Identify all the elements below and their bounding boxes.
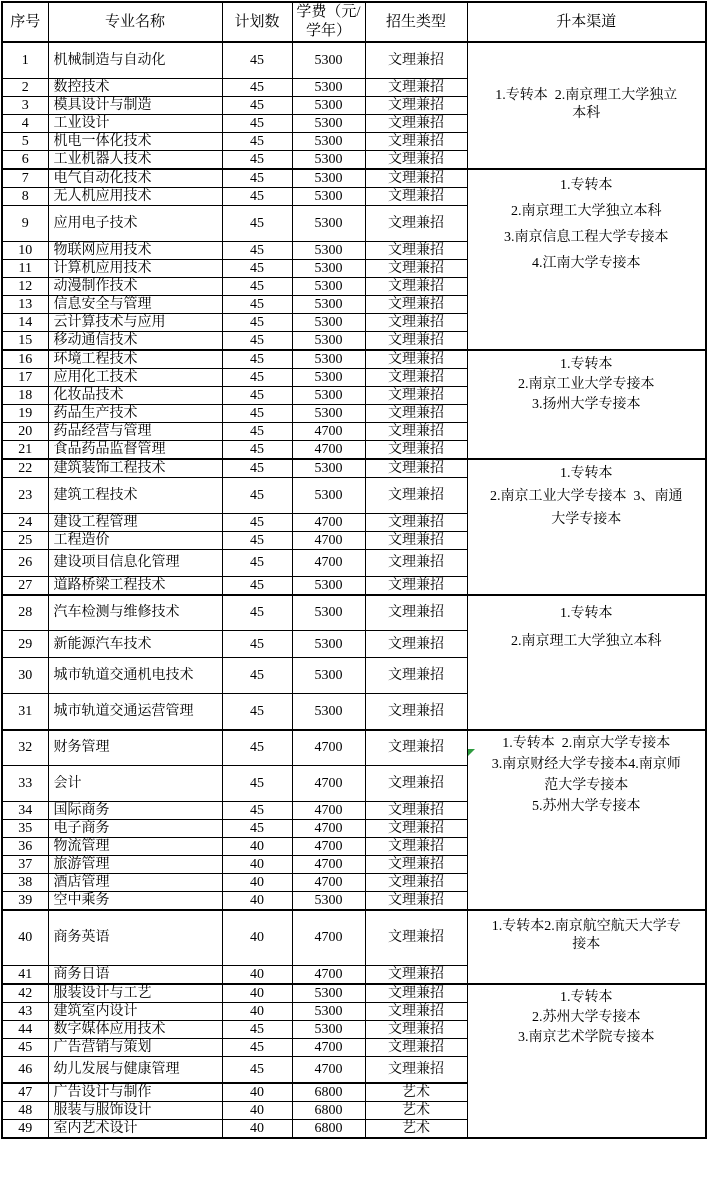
plan-cell: 45 xyxy=(222,440,292,459)
fee-cell: 5300 xyxy=(292,368,365,386)
plan-cell: 40 xyxy=(222,1002,292,1020)
plan-cell: 45 xyxy=(222,422,292,440)
index-cell: 21 xyxy=(2,440,48,459)
fee-cell: 5300 xyxy=(292,277,365,295)
major-cell: 物联网应用技术 xyxy=(48,241,222,259)
channel-line: 3.南京艺术学院专接本 xyxy=(518,1029,655,1045)
fee-cell: 4700 xyxy=(292,965,365,984)
index-cell: 44 xyxy=(2,1020,48,1038)
plan-cell: 45 xyxy=(222,820,292,838)
major-cell: 旅游管理 xyxy=(48,856,222,874)
plan-cell: 45 xyxy=(222,368,292,386)
major-cell: 建筑工程技术 xyxy=(48,477,222,513)
type-cell: 文理兼招 xyxy=(365,404,467,422)
fee-cell: 5300 xyxy=(292,78,365,96)
major-cell: 会计 xyxy=(48,766,222,802)
major-cell: 建筑装饰工程技术 xyxy=(48,459,222,478)
fee-cell: 5300 xyxy=(292,404,365,422)
index-cell: 24 xyxy=(2,513,48,531)
plan-cell: 45 xyxy=(222,459,292,478)
fee-cell: 5300 xyxy=(292,576,365,595)
type-cell: 文理兼招 xyxy=(365,477,467,513)
type-cell: 文理兼招 xyxy=(365,694,467,730)
channel-line: 1.专转本 xyxy=(560,356,613,372)
index-cell: 46 xyxy=(2,1056,48,1083)
index-cell: 26 xyxy=(2,549,48,576)
channel-line: 3.南京信息工程大学专接本 xyxy=(504,229,669,245)
plan-cell: 40 xyxy=(222,1102,292,1120)
table-row xyxy=(2,595,706,631)
table-row xyxy=(2,910,706,965)
plan-cell: 45 xyxy=(222,350,292,369)
index-cell: 18 xyxy=(2,386,48,404)
major-cell: 无人机应用技术 xyxy=(48,187,222,205)
type-cell: 文理兼招 xyxy=(365,874,467,892)
type-cell: 文理兼招 xyxy=(365,802,467,820)
fee-cell: 4700 xyxy=(292,910,365,965)
plan-cell: 45 xyxy=(222,169,292,188)
type-cell: 文理兼招 xyxy=(365,1038,467,1056)
plan-cell: 45 xyxy=(222,631,292,658)
fee-cell: 4700 xyxy=(292,766,365,802)
type-cell: 文理兼招 xyxy=(365,856,467,874)
plan-cell: 45 xyxy=(222,1038,292,1056)
fee-cell: 5300 xyxy=(292,459,365,478)
type-cell: 文理兼招 xyxy=(365,78,467,96)
channel-line: 2.南京理工大学独立本科 xyxy=(511,633,662,649)
fee-cell: 5300 xyxy=(292,892,365,911)
type-cell: 文理兼招 xyxy=(365,513,467,531)
cell-error-indicator-icon xyxy=(468,749,475,756)
channel-line: 4.江南大学专接本 xyxy=(532,255,641,271)
table-row xyxy=(2,730,706,766)
major-cell: 酒店管理 xyxy=(48,874,222,892)
channel-cell xyxy=(467,42,706,169)
col-header-channel: 升本渠道 xyxy=(467,2,706,42)
type-cell: 文理兼招 xyxy=(365,169,467,188)
col-header-index: 序号 xyxy=(2,2,48,42)
channel-cell xyxy=(467,459,706,595)
fee-cell: 5300 xyxy=(292,150,365,169)
major-cell: 工业机器人技术 xyxy=(48,150,222,169)
plan-cell: 45 xyxy=(222,42,292,78)
type-cell: 文理兼招 xyxy=(365,368,467,386)
major-cell: 工程造价 xyxy=(48,531,222,549)
index-cell: 7 xyxy=(2,169,48,188)
plan-cell: 40 xyxy=(222,910,292,965)
fee-cell: 4700 xyxy=(292,820,365,838)
channel-cell xyxy=(467,730,706,911)
channel-line: 1.专转本 xyxy=(560,465,613,481)
channel-line: 1.专转本 xyxy=(560,989,613,1005)
index-cell: 19 xyxy=(2,404,48,422)
index-cell: 17 xyxy=(2,368,48,386)
channel-line: 接本 xyxy=(572,937,601,952)
major-cell: 汽车检测与维修技术 xyxy=(48,595,222,631)
index-cell: 30 xyxy=(2,658,48,694)
index-cell: 9 xyxy=(2,205,48,241)
plan-cell: 40 xyxy=(222,1083,292,1102)
type-cell: 文理兼招 xyxy=(365,910,467,965)
type-cell: 文理兼招 xyxy=(365,766,467,802)
channel-line: 3.扬州大学专接本 xyxy=(532,396,641,412)
fee-cell: 4700 xyxy=(292,838,365,856)
index-cell: 11 xyxy=(2,259,48,277)
type-cell: 文理兼招 xyxy=(365,631,467,658)
plan-cell: 40 xyxy=(222,984,292,1003)
fee-cell: 4700 xyxy=(292,513,365,531)
fee-cell: 5300 xyxy=(292,169,365,188)
channel-cell xyxy=(467,984,706,1139)
plan-cell: 40 xyxy=(222,838,292,856)
major-cell: 数控技术 xyxy=(48,78,222,96)
plan-cell: 45 xyxy=(222,766,292,802)
type-cell: 文理兼招 xyxy=(365,132,467,150)
major-cell: 物流管理 xyxy=(48,838,222,856)
channel-cell xyxy=(467,169,706,350)
channel-line: 范大学专接本 xyxy=(544,777,629,793)
type-cell: 文理兼招 xyxy=(365,459,467,478)
major-cell: 动漫制作技术 xyxy=(48,277,222,295)
channel-line: 3.南京财经大学专接本4.南京师 xyxy=(491,756,681,772)
type-cell: 文理兼招 xyxy=(365,350,467,369)
type-cell: 文理兼招 xyxy=(365,422,467,440)
plan-cell: 45 xyxy=(222,187,292,205)
fee-cell: 4700 xyxy=(292,440,365,459)
index-cell: 34 xyxy=(2,802,48,820)
fee-cell: 5300 xyxy=(292,187,365,205)
fee-cell: 5300 xyxy=(292,259,365,277)
plan-cell: 45 xyxy=(222,1020,292,1038)
index-cell: 31 xyxy=(2,694,48,730)
fee-cell: 5300 xyxy=(292,386,365,404)
channel-line: 5.苏州大学专接本 xyxy=(532,798,641,814)
major-cell: 信息安全与管理 xyxy=(48,295,222,313)
major-cell: 机电一体化技术 xyxy=(48,132,222,150)
major-cell: 国际商务 xyxy=(48,802,222,820)
plan-cell: 45 xyxy=(222,513,292,531)
channel-line: 1.专转本 2.南京理工大学独立 xyxy=(495,88,678,104)
index-cell: 13 xyxy=(2,295,48,313)
index-cell: 48 xyxy=(2,1102,48,1120)
type-cell: 文理兼招 xyxy=(365,984,467,1003)
major-cell: 建筑室内设计 xyxy=(48,1002,222,1020)
index-cell: 15 xyxy=(2,331,48,350)
major-cell: 环境工程技术 xyxy=(48,350,222,369)
type-cell: 艺术 xyxy=(365,1120,467,1139)
index-cell: 36 xyxy=(2,838,48,856)
major-cell: 商务英语 xyxy=(48,910,222,965)
plan-cell: 45 xyxy=(222,477,292,513)
fee-cell: 5300 xyxy=(292,658,365,694)
type-cell: 文理兼招 xyxy=(365,658,467,694)
index-cell: 14 xyxy=(2,313,48,331)
index-cell: 41 xyxy=(2,965,48,984)
channel-line: 2.苏州大学专接本 xyxy=(532,1009,641,1025)
index-cell: 8 xyxy=(2,187,48,205)
fee-cell: 5300 xyxy=(292,313,365,331)
index-cell: 37 xyxy=(2,856,48,874)
fee-cell: 5300 xyxy=(292,132,365,150)
majors-table xyxy=(1,1,707,1139)
type-cell: 文理兼招 xyxy=(365,1002,467,1020)
major-cell: 电气自动化技术 xyxy=(48,169,222,188)
index-cell: 45 xyxy=(2,1038,48,1056)
type-cell: 文理兼招 xyxy=(365,295,467,313)
plan-cell: 40 xyxy=(222,965,292,984)
plan-cell: 45 xyxy=(222,205,292,241)
plan-cell: 45 xyxy=(222,404,292,422)
major-cell: 商务日语 xyxy=(48,965,222,984)
plan-cell: 45 xyxy=(222,313,292,331)
plan-cell: 40 xyxy=(222,1120,292,1139)
fee-cell: 4700 xyxy=(292,549,365,576)
fee-cell: 4700 xyxy=(292,802,365,820)
channel-line: 2.南京工业大学专接本 3、南通 xyxy=(490,488,683,504)
major-cell: 空中乘务 xyxy=(48,892,222,911)
major-cell: 药品经营与管理 xyxy=(48,422,222,440)
major-cell: 数字媒体应用技术 xyxy=(48,1020,222,1038)
major-cell: 应用化工技术 xyxy=(48,368,222,386)
fee-cell: 4700 xyxy=(292,422,365,440)
major-cell: 服装设计与工艺 xyxy=(48,984,222,1003)
type-cell: 文理兼招 xyxy=(365,241,467,259)
major-cell: 电子商务 xyxy=(48,820,222,838)
table-row xyxy=(2,984,706,1003)
major-cell: 城市轨道交通机电技术 xyxy=(48,658,222,694)
major-cell: 建设项目信息化管理 xyxy=(48,549,222,576)
fee-cell: 6800 xyxy=(292,1102,365,1120)
type-cell: 文理兼招 xyxy=(365,595,467,631)
channel-line: 本科 xyxy=(572,106,601,122)
type-cell: 文理兼招 xyxy=(365,549,467,576)
major-cell: 工业设计 xyxy=(48,114,222,132)
plan-cell: 40 xyxy=(222,892,292,911)
fee-cell: 4700 xyxy=(292,1038,365,1056)
index-cell: 29 xyxy=(2,631,48,658)
index-cell: 33 xyxy=(2,766,48,802)
plan-cell: 45 xyxy=(222,802,292,820)
channel-cell xyxy=(467,350,706,459)
col-header-plan: 计划数 xyxy=(222,2,292,42)
plan-cell: 45 xyxy=(222,295,292,313)
index-cell: 47 xyxy=(2,1083,48,1102)
index-cell: 2 xyxy=(2,78,48,96)
type-cell: 文理兼招 xyxy=(365,1020,467,1038)
plan-cell: 45 xyxy=(222,1056,292,1083)
type-cell: 文理兼招 xyxy=(365,277,467,295)
channel-line: 2.南京理工大学独立本科 xyxy=(511,203,662,219)
major-cell: 广告营销与策划 xyxy=(48,1038,222,1056)
major-cell: 室内艺术设计 xyxy=(48,1120,222,1139)
type-cell: 文理兼招 xyxy=(365,313,467,331)
type-cell: 文理兼招 xyxy=(365,838,467,856)
fee-cell: 6800 xyxy=(292,1120,365,1139)
table-row xyxy=(2,459,706,478)
type-cell: 文理兼招 xyxy=(365,150,467,169)
index-cell: 35 xyxy=(2,820,48,838)
fee-cell: 4700 xyxy=(292,856,365,874)
type-cell: 文理兼招 xyxy=(365,965,467,984)
type-cell: 文理兼招 xyxy=(365,576,467,595)
fee-cell: 4700 xyxy=(292,531,365,549)
channel-line: 2.南京工业大学专接本 xyxy=(518,376,655,392)
type-cell: 文理兼招 xyxy=(365,259,467,277)
index-cell: 25 xyxy=(2,531,48,549)
major-cell: 财务管理 xyxy=(48,730,222,766)
major-cell: 计算机应用技术 xyxy=(48,259,222,277)
index-cell: 42 xyxy=(2,984,48,1003)
plan-cell: 45 xyxy=(222,730,292,766)
index-cell: 3 xyxy=(2,96,48,114)
fee-cell: 5300 xyxy=(292,42,365,78)
fee-cell: 5300 xyxy=(292,331,365,350)
major-cell: 移动通信技术 xyxy=(48,331,222,350)
type-cell: 文理兼招 xyxy=(365,187,467,205)
plan-cell: 45 xyxy=(222,576,292,595)
fee-cell: 5300 xyxy=(292,595,365,631)
plan-cell: 45 xyxy=(222,658,292,694)
major-cell: 道路桥梁工程技术 xyxy=(48,576,222,595)
major-cell: 化妆品技术 xyxy=(48,386,222,404)
plan-cell: 45 xyxy=(222,114,292,132)
type-cell: 文理兼招 xyxy=(365,331,467,350)
fee-cell: 5300 xyxy=(292,295,365,313)
plan-cell: 45 xyxy=(222,331,292,350)
major-cell: 模具设计与制造 xyxy=(48,96,222,114)
type-cell: 艺术 xyxy=(365,1083,467,1102)
table-body xyxy=(2,42,706,1138)
major-cell: 新能源汽车技术 xyxy=(48,631,222,658)
major-cell: 城市轨道交通运营管理 xyxy=(48,694,222,730)
plan-cell: 45 xyxy=(222,241,292,259)
channel-cell xyxy=(467,595,706,730)
fee-cell: 4700 xyxy=(292,1056,365,1083)
index-cell: 1 xyxy=(2,42,48,78)
index-cell: 39 xyxy=(2,892,48,911)
index-cell: 23 xyxy=(2,477,48,513)
plan-cell: 45 xyxy=(222,259,292,277)
type-cell: 文理兼招 xyxy=(365,42,467,78)
col-header-type: 招生类型 xyxy=(365,2,467,42)
plan-cell: 45 xyxy=(222,386,292,404)
major-cell: 幼儿发展与健康管理 xyxy=(48,1056,222,1083)
index-cell: 32 xyxy=(2,730,48,766)
major-cell: 服装与服饰设计 xyxy=(48,1102,222,1120)
type-cell: 文理兼招 xyxy=(365,892,467,911)
type-cell: 文理兼招 xyxy=(365,440,467,459)
fee-cell: 5300 xyxy=(292,205,365,241)
plan-cell: 45 xyxy=(222,78,292,96)
col-header-major: 专业名称 xyxy=(48,2,222,42)
fee-cell: 5300 xyxy=(292,241,365,259)
channel-line: 大学专接本 xyxy=(551,511,622,527)
major-cell: 云计算技术与应用 xyxy=(48,313,222,331)
channel-line: 1.专转本2.南京航空航天大学专 xyxy=(491,919,681,934)
plan-cell: 45 xyxy=(222,595,292,631)
type-cell: 文理兼招 xyxy=(365,730,467,766)
index-cell: 40 xyxy=(2,910,48,965)
index-cell: 22 xyxy=(2,459,48,478)
fee-cell: 4700 xyxy=(292,730,365,766)
plan-cell: 40 xyxy=(222,856,292,874)
channel-line: 1.专转本 xyxy=(560,605,613,621)
plan-cell: 45 xyxy=(222,277,292,295)
index-cell: 12 xyxy=(2,277,48,295)
col-header-fee: 学费（元/学年） xyxy=(292,2,365,42)
plan-cell: 45 xyxy=(222,132,292,150)
fee-cell: 5300 xyxy=(292,1002,365,1020)
index-cell: 4 xyxy=(2,114,48,132)
type-cell: 文理兼招 xyxy=(365,205,467,241)
type-cell: 文理兼招 xyxy=(365,114,467,132)
fee-cell: 6800 xyxy=(292,1083,365,1102)
plan-cell: 45 xyxy=(222,96,292,114)
fee-cell: 5300 xyxy=(292,96,365,114)
index-cell: 6 xyxy=(2,150,48,169)
type-cell: 文理兼招 xyxy=(365,386,467,404)
channel-line: 1.专转本 2.南京大学专接本 xyxy=(502,735,671,751)
index-cell: 43 xyxy=(2,1002,48,1020)
type-cell: 文理兼招 xyxy=(365,1056,467,1083)
fee-cell: 5300 xyxy=(292,477,365,513)
major-cell: 应用电子技术 xyxy=(48,205,222,241)
type-cell: 文理兼招 xyxy=(365,820,467,838)
plan-cell: 45 xyxy=(222,531,292,549)
channel-line: 1.专转本 xyxy=(560,177,613,193)
major-cell: 药品生产技术 xyxy=(48,404,222,422)
fee-cell: 5300 xyxy=(292,350,365,369)
plan-cell: 40 xyxy=(222,874,292,892)
header-row xyxy=(2,2,706,42)
table-row xyxy=(2,42,706,78)
index-cell: 5 xyxy=(2,132,48,150)
index-cell: 28 xyxy=(2,595,48,631)
index-cell: 27 xyxy=(2,576,48,595)
index-cell: 20 xyxy=(2,422,48,440)
index-cell: 10 xyxy=(2,241,48,259)
table-row xyxy=(2,169,706,188)
major-cell: 建设工程管理 xyxy=(48,513,222,531)
index-cell: 38 xyxy=(2,874,48,892)
major-cell: 食品药品监督管理 xyxy=(48,440,222,459)
major-cell: 广告设计与制作 xyxy=(48,1083,222,1102)
fee-cell: 5300 xyxy=(292,694,365,730)
table-row xyxy=(2,350,706,369)
fee-cell: 5300 xyxy=(292,114,365,132)
fee-cell: 5300 xyxy=(292,631,365,658)
fee-cell: 5300 xyxy=(292,1020,365,1038)
plan-cell: 45 xyxy=(222,694,292,730)
type-cell: 艺术 xyxy=(365,1102,467,1120)
fee-cell: 4700 xyxy=(292,874,365,892)
index-cell: 49 xyxy=(2,1120,48,1139)
fee-cell: 5300 xyxy=(292,984,365,1003)
type-cell: 文理兼招 xyxy=(365,96,467,114)
major-cell: 机械制造与自动化 xyxy=(48,42,222,78)
plan-cell: 45 xyxy=(222,150,292,169)
plan-cell: 45 xyxy=(222,549,292,576)
type-cell: 文理兼招 xyxy=(365,531,467,549)
channel-cell xyxy=(467,910,706,984)
index-cell: 16 xyxy=(2,350,48,369)
